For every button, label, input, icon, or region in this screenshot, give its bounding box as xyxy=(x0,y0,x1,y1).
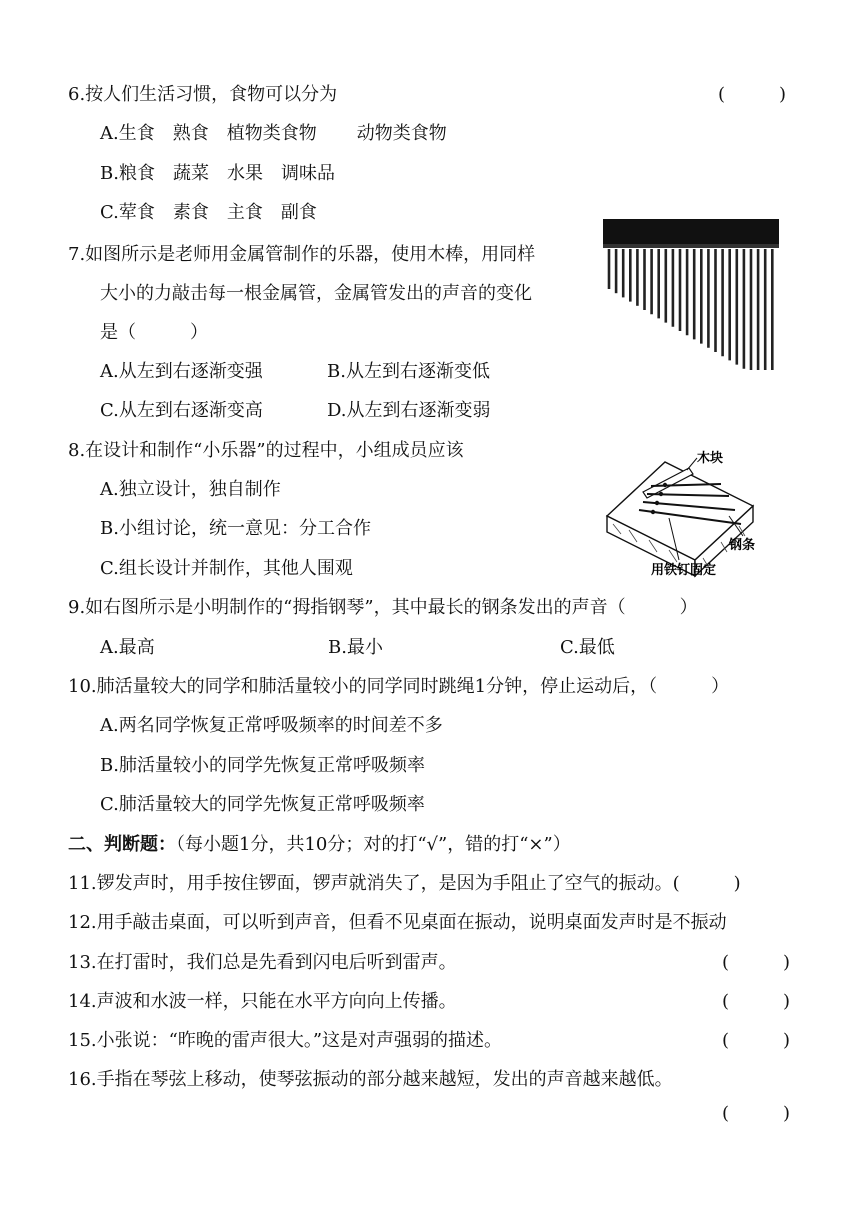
label-wood-block: 木块 xyxy=(697,451,724,466)
q9-stem: 9.如右图所示是小明制作的“拇指钢琴”，其中最长的钢条发出的声音（ ） xyxy=(68,597,698,618)
q9-option-a: A.最高 xyxy=(100,637,155,658)
q6-stem: 6.按人们生活习惯，食物可以分为 xyxy=(68,84,338,105)
label-iron-nail: 用铁钉固定 xyxy=(651,563,717,578)
judge-q15: 15.小张说：“昨晚的雷声很大。”这是对声强弱的描述。 xyxy=(68,1030,503,1051)
q15-answer-paren: ( ) xyxy=(722,1030,791,1051)
q7-option-a: A.从左到右逐渐变强 xyxy=(100,361,263,382)
q6-option-b: B.粮食 蔬菜 水果 调味品 xyxy=(100,163,335,184)
q10-stem: 10.肺活量较大的同学和肺活量较小的同学同时跳绳1分钟，停止运动后，（ ） xyxy=(68,676,730,697)
section-2-heading: 二、判断题：（每小题1分，共10分；对的打“√”，错的打“×”） xyxy=(68,834,571,855)
q10-option-a: A.两名同学恢复正常呼吸频率的时间差不多 xyxy=(100,715,443,736)
metal-tube-chime-figure xyxy=(603,215,783,370)
judge-q16: 16.手指在琴弦上移动，使琴弦振动的部分越来越短，发出的声音越来越低。 xyxy=(68,1069,673,1090)
q7-option-c: C.从左到右逐渐变高 xyxy=(100,400,263,421)
q13-answer-paren: ( ) xyxy=(722,952,791,973)
thumb-piano-figure xyxy=(603,448,763,580)
q6-option-a: A.生食 熟食 植物类食物 动物类食物 xyxy=(100,123,447,144)
q6-option-c: C.荤食 素食 主食 副食 xyxy=(100,202,317,223)
q6-answer-paren: ( ) xyxy=(718,84,787,105)
q8-option-a: A.独立设计，独自制作 xyxy=(100,479,281,500)
q8-stem: 8.在设计和制作“小乐器”的过程中，小组成员应该 xyxy=(68,440,464,461)
q16-answer-paren: ( ) xyxy=(722,1103,791,1124)
q10-option-c: C.肺活量较大的同学先恢复正常呼吸频率 xyxy=(100,794,425,815)
q14-answer-paren: ( ) xyxy=(722,991,791,1012)
q7-option-b: B.从左到右逐渐变低 xyxy=(327,361,490,382)
q10-option-b: B.肺活量较小的同学先恢复正常呼吸频率 xyxy=(100,755,425,776)
judge-q11: 11.锣发声时，用手按住锣面，锣声就消失了，是因为手阻止了空气的振动。( ) xyxy=(68,873,741,894)
q9-option-c: C.最低 xyxy=(560,637,615,658)
label-steel-strip: 钢条 xyxy=(729,538,756,553)
q7-option-d: D.从左到右逐渐变弱 xyxy=(327,400,491,421)
q7-stem-line1: 7.如图所示是老师用金属管制作的乐器，使用木棒，用同样 xyxy=(68,244,536,265)
q9-option-b: B.最小 xyxy=(328,637,383,658)
q7-stem-line3: 是（ ） xyxy=(100,322,208,343)
judge-q12: 12.用手敲击桌面，可以听到声音，但看不见桌面在振动，说明桌面发声时是不振动 xyxy=(68,912,727,933)
judge-q13: 13.在打雷时，我们总是先看到闪电后听到雷声。 xyxy=(68,952,457,973)
q8-option-b: B.小组讨论，统一意见：分工合作 xyxy=(100,518,371,539)
judge-q14: 14.声波和水波一样，只能在水平方向向上传播。 xyxy=(68,991,457,1012)
q7-stem-line2: 大小的力敲击每一根金属管，金属管发出的声音的变化 xyxy=(100,283,532,304)
q8-option-c: C.组长设计并制作，其他人围观 xyxy=(100,558,353,579)
